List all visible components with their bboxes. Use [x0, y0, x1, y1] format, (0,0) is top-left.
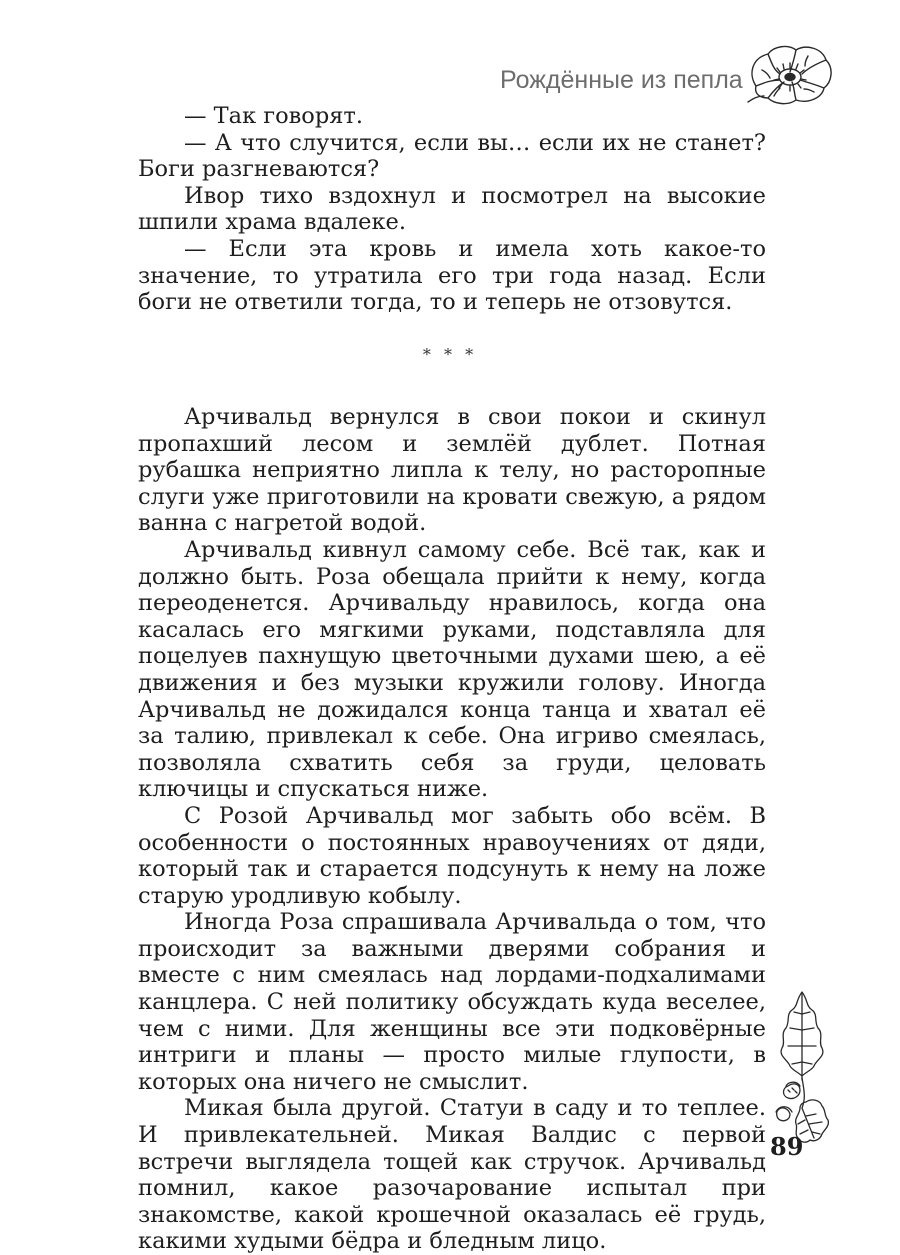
- poppy-icon: [744, 40, 836, 108]
- paragraph: Ивор тихо вздохнул и посмотрел на высокие шпили храма вдалеке.: [138, 182, 766, 236]
- section-separator: * * *: [422, 345, 478, 364]
- text-block-narrative: [138, 404, 766, 1255]
- paragraph: Арчивальд кивнул самому себе. Всё так, как и должно быть. Роза обещала прийти к нему, когда переоденется. Арчивальду нравилось, когда она касалась его мягкими руками, подставляла для поцелуев пахнущую цветочными духами шею, а её движения и без музыки кружили голову. Иногда Арчивальд не дожидался конца танца и хватал её за талию, привлекал к себе. Она игриво смеялась, позволяла схватить себя за груди, целовать ключицы и спускаться ниже.: [138, 536, 766, 803]
- paragraph: — Так говорят.: [184, 103, 364, 129]
- paragraph: — А что случится, если вы… если их не станет? Боги разгневаются?: [138, 129, 766, 183]
- oak-leaf-acorn-icon: [768, 990, 834, 1148]
- paragraph: Иногда Роза спрашивала Арчивальда о том, что происходит за важными дверями собрания и вместе с ним смеялась над лордами-подхалимами канцлера. С ней политику обсуждать куда веселее, чем с ними. Для женщины все эти подковёрные интриги и планы — просто милые глупости, в которых она ничего не смыслит.: [138, 909, 766, 1095]
- running-header-title: Рождённые из пепла: [500, 66, 743, 94]
- paragraph: Арчивальд вернулся в свои покои и скинул пропахший лесом и землёй дублет. Потная рубашка неприятно липла к телу, но расторопные слуги уже приготовили на кровати свежую, а рядом ванна с нагретой водой.: [138, 404, 766, 537]
- paragraph: — Если эта кровь и имела хоть какое-то значение, то утратила его три года назад. Если боги не ответили тогда, то и теперь не отзовутся.: [138, 235, 766, 316]
- paragraph: С Розой Арчивальд мог забыть обо всём. В особенности о постоянных нравоучениях от дяди, который так и старается подсунуть к нему на ложе старую уродливую кобылу.: [138, 802, 766, 909]
- paragraph: Микая была другой. Статуи в саду и то теплее. И привлекательней. Микая Валдис с первой встречи выглядела тощей как стручок. Арчивальд помнил, какое разочарование испытал при знакомстве, какой крошечной оказалась её грудь, какими худыми бёдра и бледным лицо.: [138, 1095, 766, 1255]
- text-block-dialogue: [138, 103, 766, 316]
- page-number: 89: [770, 1132, 804, 1161]
